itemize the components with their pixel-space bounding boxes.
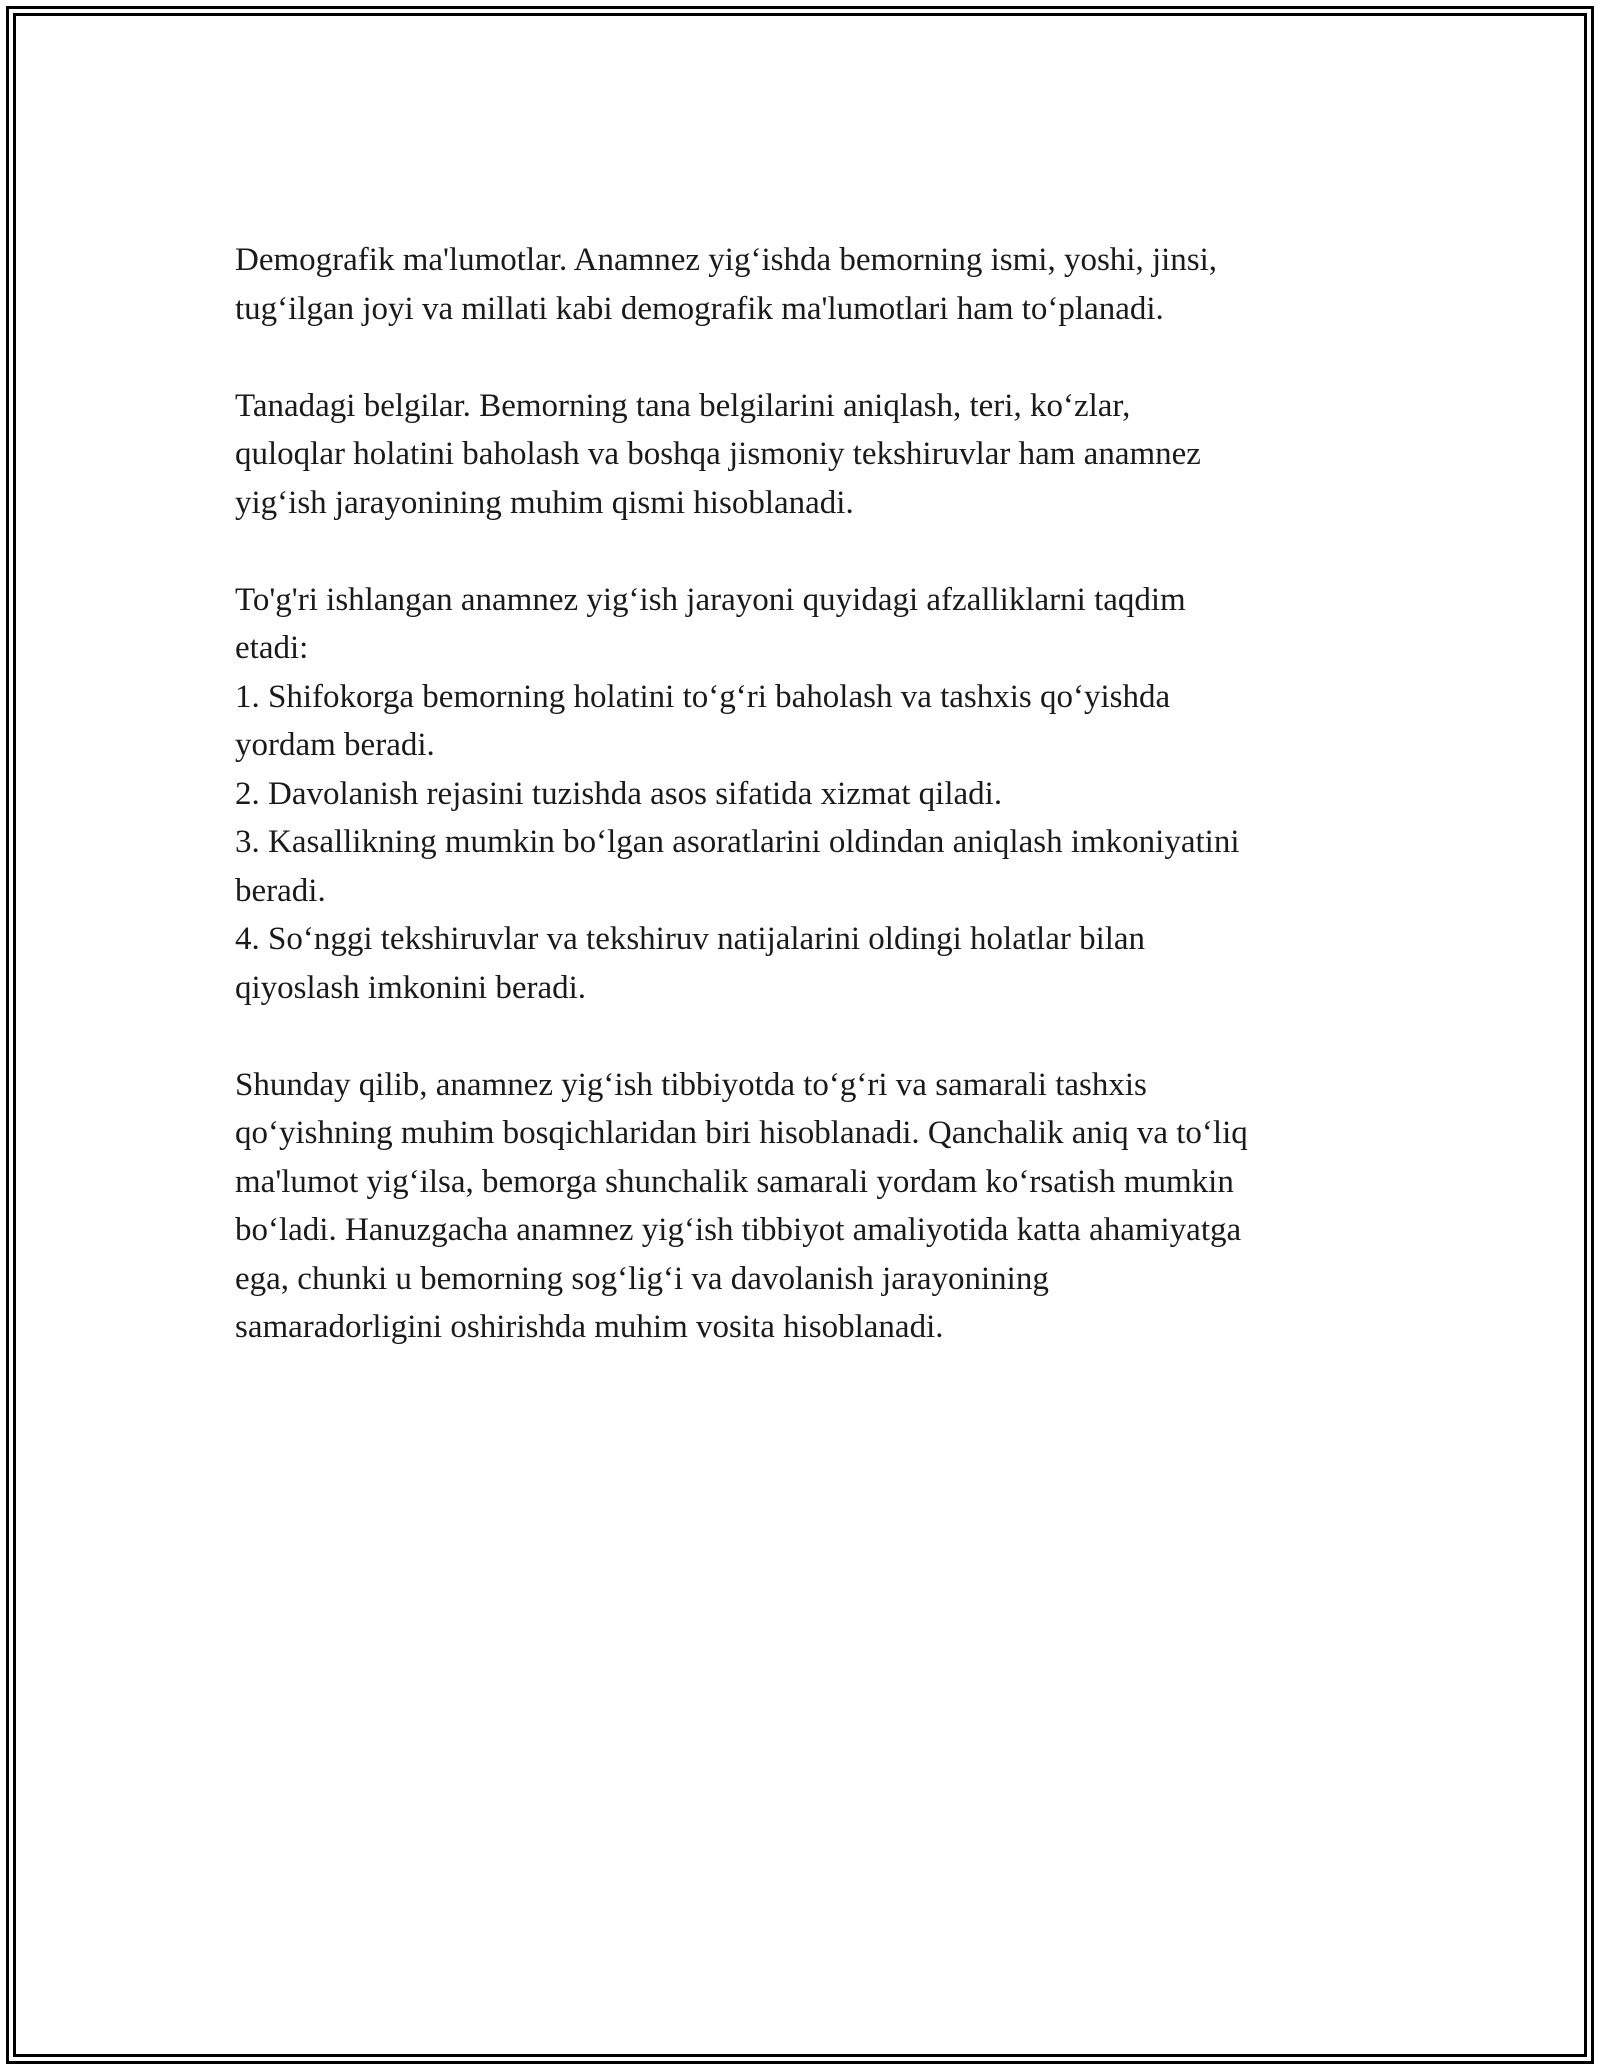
list-item-1-continued: yordam beradi. [235, 727, 435, 763]
text-line: yig‘ish jarayonining muhim qismi hisoblanadi. [235, 484, 854, 521]
text-line: ega, chunki u bemorning sog‘lig‘i va davolanish jarayonining [235, 1260, 1049, 1297]
list-item-3-continued: beradi. [235, 872, 326, 909]
text-line: bo‘ladi. Hanuzgacha anamnez yig‘ish tibbiyot amaliyotida katta ahamiyatga [235, 1212, 1242, 1248]
paragraph-demographics [235, 236, 1385, 333]
text-line: samaradorligini oshirishda muhim vosita hisoblanadi. [235, 1309, 944, 1345]
text-line: qo‘yishning muhim bosqichlaridan biri hisoblanadi. Qanchalik aniq va to‘liq [235, 1115, 1248, 1151]
list-item-4-continued: qiyoslash imkonini beradi. [235, 969, 587, 1006]
text-line: Tanadagi belgilar. Bemorning tana belgilarini aniqlash, teri, ko‘zlar, [235, 387, 1131, 424]
text-line: etadi: [235, 630, 309, 666]
paragraph-advantages-list [235, 576, 1385, 1013]
list-item-1: 1. Shifokorga bemorning holatini to‘g‘ri baholash va tashxis qo‘yishda [235, 678, 1171, 715]
text-line: To'g'ri ishlangan anamnez yig‘ish jarayoni quyidagi afzalliklarni taqdim [235, 581, 1186, 618]
list-item-2: 2. Davolanish rejasini tuzishda asos sifatida xizmat qiladi. [235, 775, 1003, 812]
list-item-4: 4. So‘nggi tekshiruvlar va tekshiruv natijalarini oldingi holatlar bilan [235, 921, 1146, 957]
list-item-3: 3. Kasallikning mumkin bo‘lgan asoratlarini oldindan aniqlash imkoniyatini [235, 824, 1240, 860]
text-line: Shunday qilib, anamnez yig‘ish tibbiyotda to‘g‘ri va samarali tashxis [235, 1066, 1147, 1103]
text-line: tug‘ilgan joyi va millati kabi demografik ma'lumotlari ham to‘planadi. [235, 290, 1164, 327]
paragraph-conclusion [235, 1061, 1385, 1352]
paragraph-body-signs [235, 382, 1385, 528]
text-line: quloqlar holatini baholash va boshqa jismoniy tekshiruvlar ham anamnez [235, 436, 1201, 472]
text-line: ma'lumot yig‘ilsa, bemorga shunchalik samarali yordam ko‘rsatish mumkin [235, 1163, 1234, 1200]
document-body [235, 236, 1385, 1400]
text-line: Demografik ma'lumotlar. Anamnez yig‘ishda bemorning ismi, yoshi, jinsi, [235, 242, 1218, 278]
